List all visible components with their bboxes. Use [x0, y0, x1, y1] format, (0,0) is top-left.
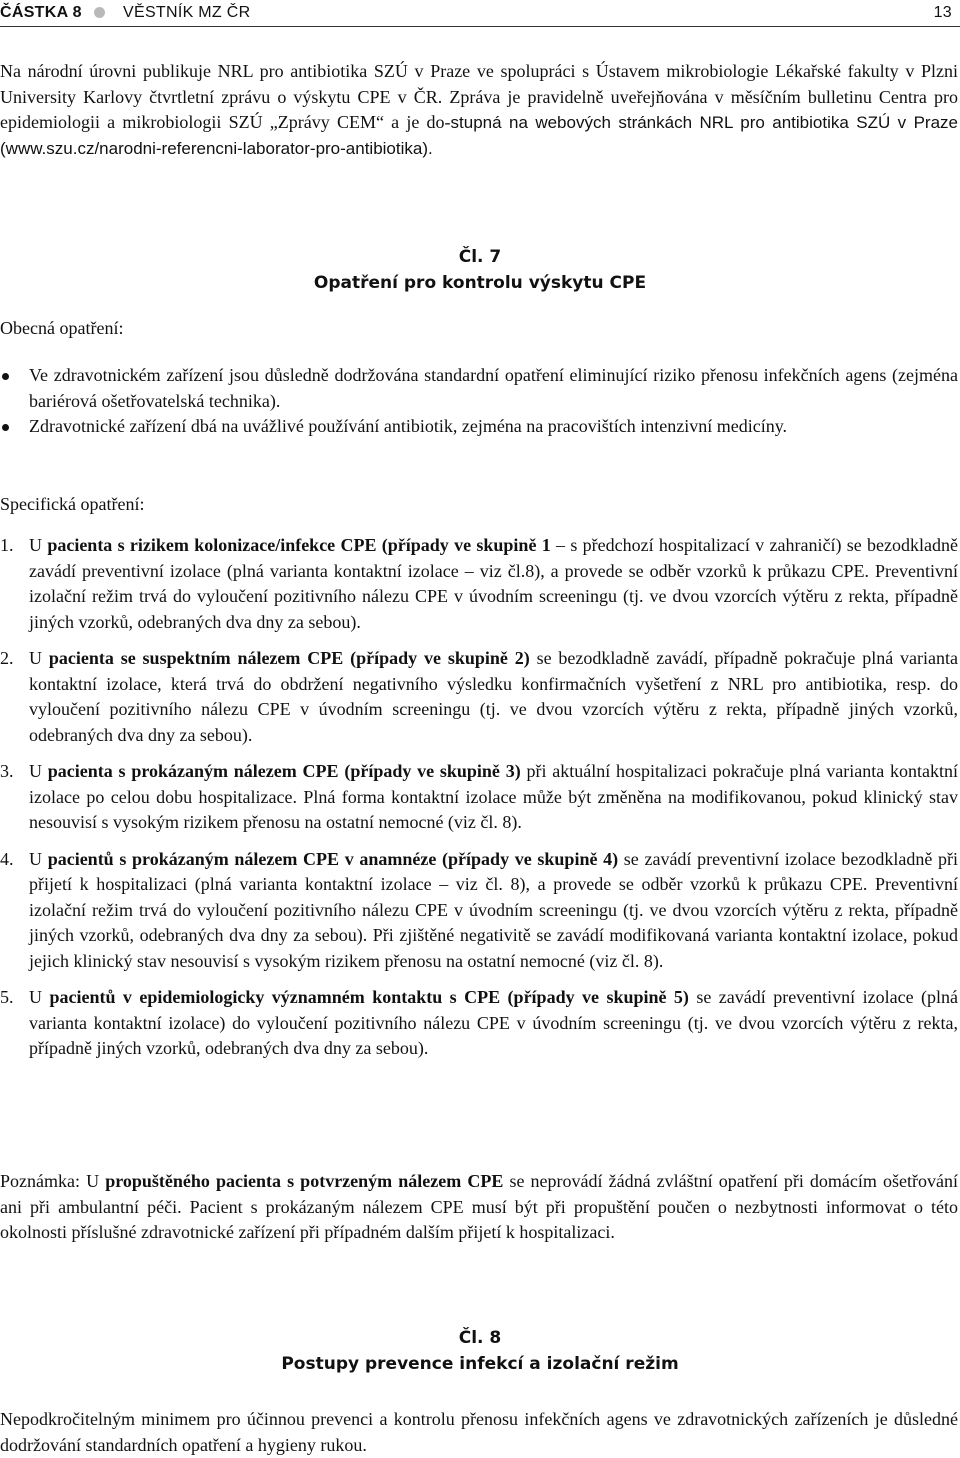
specific-measures-heading: Specifická opatření:: [0, 494, 145, 514]
specific-measures-list: [0, 533, 958, 1073]
journal-title: VĚSTNÍK MZ ČR: [123, 4, 251, 21]
item-number: 4.: [0, 848, 14, 869]
item-text: při aktuální hospitalizaci pokračuje plná varianta kontaktní izolace po celou dobu hospitalizace. Plná forma kontaktní izolace může být změněna na modifikovanou, pokud klinický stav nesouvisí s vysokým rizikem přenosu na ostatní nemocné (viz čl. 8).: [29, 761, 958, 832]
general-measures-list: [0, 363, 958, 440]
list-item: [0, 363, 958, 414]
article-8-number: Čl. 8: [458, 1328, 502, 1348]
article-7-number: Čl. 7: [458, 247, 502, 267]
list-item: [0, 847, 958, 975]
list-item-text: Ve zdravotnickém zařízení jsou důsledně dodržována standardní opatření eliminující riziko přenosu infekčních agens (zejména bariérová ošetřovatelská technika).: [29, 365, 958, 411]
item-text: se zavádí preventivní izolace bezodkladně při přijetí k hospitalizaci (plná varianta kontaktní izolace – viz čl. 8), a provede se odběr vzorků k průkazu CPE. Preventivní izolační režim trvá do vyloučení pozitivního nálezu CPE v úvodním screeningu (tj. ve dvou vzorcích výtěru z rekta, případně jiných vzorků, odebraných dva dny za sebou). Při zjištěné negativitě se zavádí modifikovaná varianta kontaktní izolace, pokud jejich klinický stav nesouvisí s vysokým rizikem přenosu na ostatní nemocné (viz čl. 8).: [29, 848, 959, 971]
item-number: 3.: [0, 761, 14, 781]
item-number: 5.: [0, 987, 14, 1007]
item-text: U: [29, 848, 48, 869]
list-item: [0, 533, 958, 635]
item-bold-text: pacienta s rizikem kolonizace/infekce CPE (případy ve skupině 1: [47, 535, 551, 555]
list-item: [0, 414, 958, 440]
note-paragraph: [0, 1169, 958, 1246]
running-header: [0, 0, 960, 26]
intro-paragraph: [0, 59, 958, 161]
note-text: Poznámka: U: [0, 1171, 106, 1191]
article-8-paragraph: [0, 1407, 958, 1458]
intro-text-serif: Na národní úrovni publikuje NRL pro antibiotika SZÚ v Praze ve spolupráci s Ústavem mikrobiologie Lékařské fakulty v Plzni University Karlovy čtvrtletní zprávu o výskytu CPE v ČR. Zpráva je pravidelně uveřejňována v měsíčním bulletinu Centra pro epidemiologii a mikrobiologii SZÚ „Zprávy CEM“ a je do-: [0, 61, 958, 132]
general-measures-heading: Obecná opatření:: [0, 318, 124, 338]
article-7-title: Opatření pro kontrolu výskytu CPE: [313, 273, 647, 293]
page-number: 13: [933, 4, 952, 21]
article-7-heading: [0, 244, 960, 296]
note-text: se neprovádí žádná zvláštní opatření při domácím ošetřování ani při ambulantní péči. Pacient s prokázaným nálezem CPE musí být při propuštění poučen o nezbytnosti informovat o této okolnosti příslušné zdravotnické zařízení při případném dalším přijetí k hospitalizaci.: [0, 1171, 958, 1242]
item-text: se zavádí preventivní izolace (plná varianta kontaktní izolace) do vyloučení pozitivního nálezu CPE v úvodním screeningu (tj. ve dvou vzorcích výtěru z rekta, případně jiných vzorků, odebraných dva dny za sebou).: [29, 987, 959, 1058]
bullet-dot-icon: [94, 7, 105, 18]
header-rule: [0, 26, 960, 27]
item-text: U: [29, 535, 48, 555]
article-8-text: Nepodkročitelným minimem pro účinnou prevenci a kontrolu přenosu infekčních agens ve zdravotnických zařízeních je důsledné dodržování standardních opatření a hygieny rukou.: [0, 1409, 958, 1455]
note-bold-text: propuštěného pacienta s potvrzeným nálezem CPE: [105, 1171, 504, 1191]
list-item-text: Zdravotnické zařízení dbá na uvážlivé používání antibiotik, zejména na pracovištích intenzivní medicíny.: [29, 416, 788, 436]
item-bold-text: pacienta s prokázaným nálezem CPE (případy ve skupině 3): [47, 761, 521, 781]
intro-text-sans: stupná na webových stránkách NRL pro antibiotika SZÚ v Praze (www.szu.cz/narodni-referencni-laborator-pro-antibiotika).: [0, 113, 958, 158]
item-number: 2.: [0, 648, 14, 668]
item-text: U: [29, 987, 50, 1007]
article-8-heading: [0, 1325, 960, 1377]
item-text: se bezodkladně zavádí, případně pokračuje plná varianta kontaktní izolace, která trvá do obdržení negativního výsledku konfirmačních vyšetření z NRL pro antibiotika, resp. do vyloučení pozitivního nálezu CPE v úvodním screeningu (tj. ve dvou vzorcích výtěru z rekta, případně jiných vzorků, odebraných dva dny za sebou).: [29, 648, 958, 745]
item-number: 1.: [0, 535, 14, 555]
item-bold-text: pacienta se suspektním nálezem CPE (případy ve skupině 2): [48, 648, 530, 668]
item-bold-text: pacientů s prokázaným nálezem CPE v anamnéze (případy ve skupině 4): [47, 848, 619, 869]
part-label: ČÁSTKA 8: [0, 4, 82, 21]
item-text: U: [29, 761, 48, 781]
item-text: U: [29, 648, 49, 668]
list-item: [0, 646, 958, 748]
list-item: [0, 985, 958, 1062]
item-bold-text: pacientů v epidemiologicky významném kontaktu s CPE (případy ve skupině 5): [49, 987, 689, 1007]
article-8-title: Postupy prevence infekcí a izolační režim: [281, 1354, 679, 1374]
list-item: [0, 759, 958, 836]
item-text: – s předchozí hospitalizací v zahraničí) se bezodkladně zavádí preventivní izolace (plná varianta kontaktní izolace – viz čl.8), a provede se odběr vzorků k průkazu CPE. Preventivní izolační režim trvá do vyloučení pozitivního nálezu CPE v úvodním screeningu (tj. ve dvou vzorcích výtěru z rekta, případně jiných vzorků, odebraných dva dny za sebou).: [29, 535, 958, 632]
